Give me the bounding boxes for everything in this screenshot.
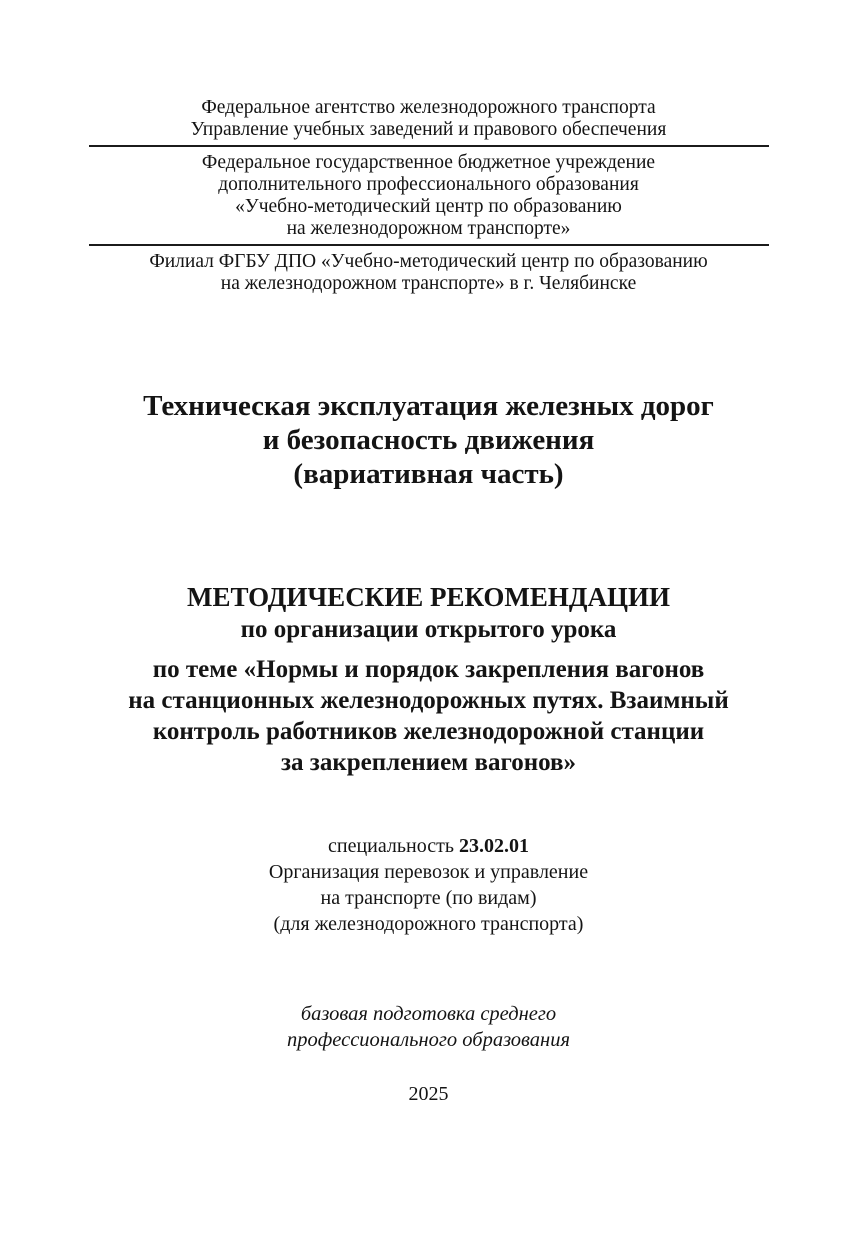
recommendations-section <box>0 581 857 778</box>
specialty-line <box>0 833 857 859</box>
training-form-line: профессионального образования <box>286 1029 571 1051</box>
specialty-name-line: (для железнодорожного транспорта) <box>273 913 584 935</box>
specialty-section <box>0 833 857 937</box>
agency-line: Управление учебных заведений и правового обеспечения <box>190 119 667 140</box>
recommendations-subheading: по организации открытого урока <box>240 616 617 643</box>
theme-line: за закреплением вагонов» <box>281 749 576 776</box>
training-form <box>0 1001 857 1053</box>
institution-line: дополнительного профессионального образования <box>218 174 639 195</box>
separator-rule <box>89 145 769 147</box>
organization-header <box>0 0 857 295</box>
branch-line: Филиал ФГБУ ДПО «Учебно-методический центр по образованию <box>149 251 708 272</box>
theme-line: контроль работников железнодорожной станции <box>152 718 705 745</box>
document-title-line: Техническая эксплуатация железных дорог <box>143 390 714 422</box>
specialty-label: специальность <box>328 835 459 857</box>
branch-line: на железнодорожном транспорте» в г. Челябинске <box>220 273 637 294</box>
theme-line: на станционных железнодорожных путях. Взаимный <box>128 687 729 714</box>
document-title-line: (вариативная часть) <box>293 458 564 490</box>
specialty-name-line: Организация перевозок и управление <box>268 861 589 883</box>
institution-line: «Учебно-методический центр по образованию <box>235 196 622 217</box>
specialty-code: 23.02.01 <box>458 835 529 857</box>
document-title-line: и безопасность движения <box>262 424 595 456</box>
institution-line: Федеральное государственное бюджетное учреждение <box>201 152 656 173</box>
recommendations-heading: МЕТОДИЧЕСКИЕ РЕКОМЕНДАЦИИ <box>186 582 671 612</box>
institution-line: на железнодорожном транспорте» <box>286 218 571 239</box>
specialty-name-line: на транспорте (по видам) <box>320 887 537 909</box>
agency-line: Федеральное агентство железнодорожного транспорта <box>201 97 656 118</box>
document-title <box>0 389 857 491</box>
lesson-theme <box>0 654 857 778</box>
publication-year: 2025 <box>408 1083 449 1105</box>
separator-rule <box>89 244 769 246</box>
training-form-line: базовая подготовка среднего <box>300 1003 557 1025</box>
theme-line: по теме «Нормы и порядок закрепления вагонов <box>152 656 705 683</box>
